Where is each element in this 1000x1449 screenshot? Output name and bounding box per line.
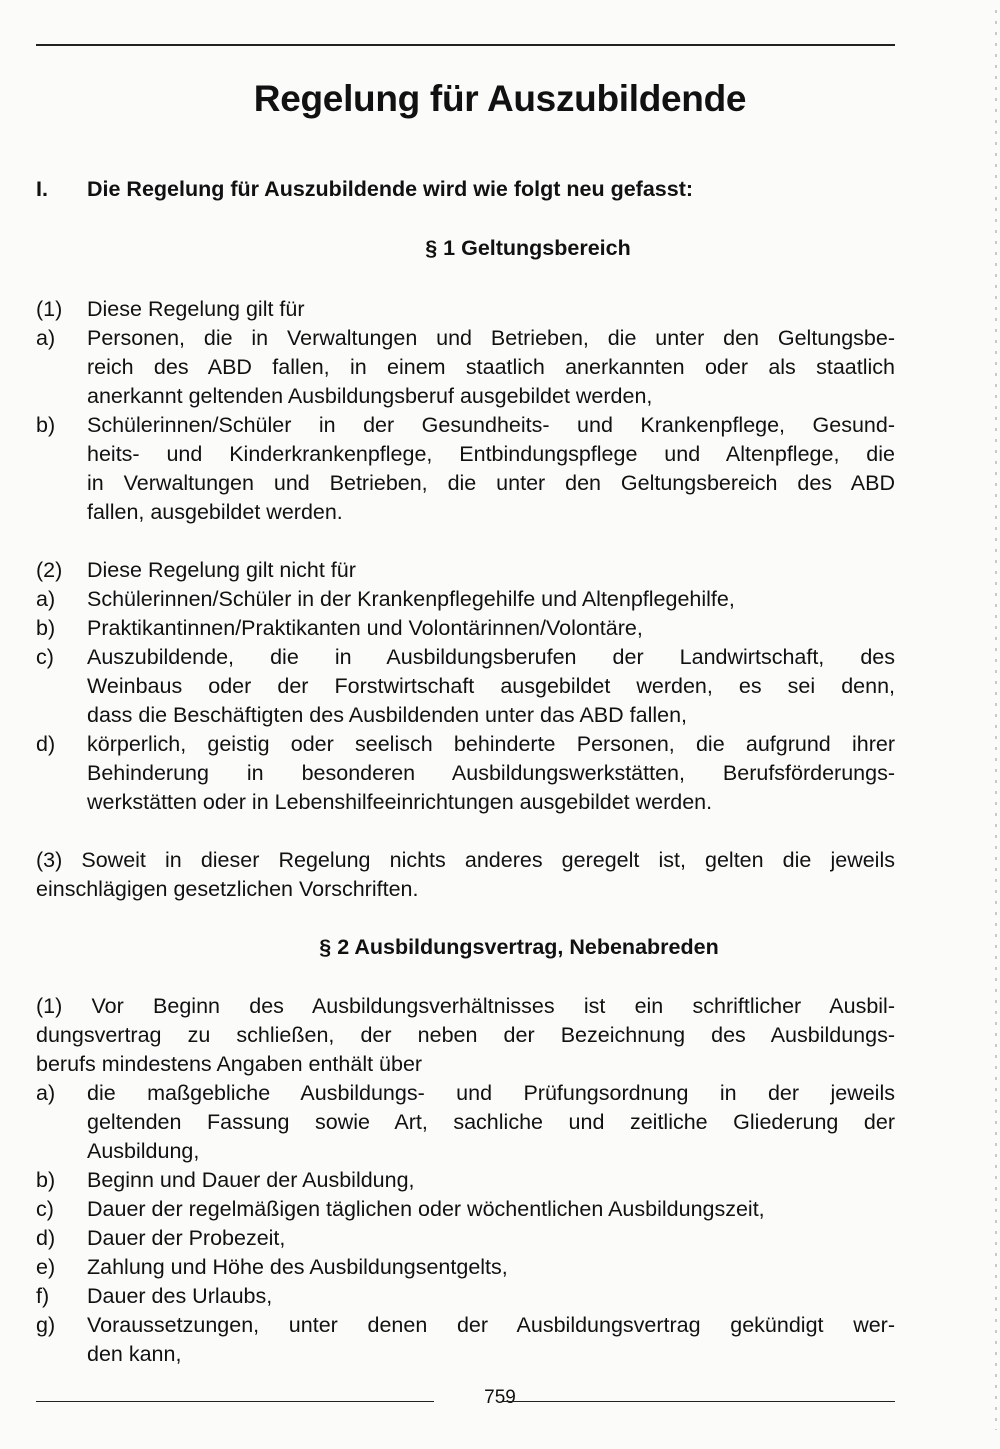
- s1-p3-line: (3) Soweit in dieser Regelung nichts anderes geregelt ist, gelten die jeweils: [36, 848, 895, 872]
- intro-text: Die Regelung für Auszubildende wird wie folgt neu gefasst:: [87, 177, 694, 201]
- s2-g-line: den kann,: [87, 1342, 182, 1366]
- page-number: 759: [484, 1387, 516, 1408]
- s1-p2-d-line: Behinderung in besonderen Ausbildungswerkstätten, Berufsförderungs-: [87, 761, 895, 785]
- section-2-heading: § 2 Ausbildungsvertrag, Nebenabreden: [319, 935, 719, 959]
- s2-e-label: e): [36, 1255, 56, 1279]
- s2-a-line: geltenden Fassung sowie Art, sachliche und zeitliche Gliederung der: [87, 1110, 895, 1134]
- page-title: Regelung für Auszubildende: [253, 78, 747, 119]
- s1-p2-d-line: werkstätten oder in Lebenshilfeeinrichtungen ausgebildet werden.: [87, 790, 713, 814]
- s1-p1-a-label: a): [36, 326, 56, 350]
- s1-p2-d-line: körperlich, geistig oder seelisch behinderte Personen, die aufgrund ihrer: [87, 732, 895, 756]
- s1-p1-number: (1): [36, 297, 63, 321]
- s1-p2-b-line: Praktikantinnen/Praktikanten und Volontärinnen/Volontäre,: [87, 616, 643, 640]
- s2-c-line: Dauer der regelmäßigen täglichen oder wöchentlichen Ausbildungszeit,: [87, 1197, 765, 1221]
- s1-p1-a-line: Personen, die in Verwaltungen und Betrieben, die unter den Geltungsbe-: [87, 326, 895, 350]
- s1-p1-lead: Diese Regelung gilt für: [87, 297, 305, 321]
- s1-p2-c-label: c): [36, 645, 54, 669]
- s1-p1-a-line: reich des ABD fallen, in einem staatlich anerkannten oder als staatlich: [87, 355, 895, 379]
- s1-p3-line: einschlägigen gesetzlichen Vorschriften.: [36, 877, 419, 901]
- intro-number: I.: [36, 177, 48, 201]
- s2-p1-line: dungsvertrag zu schließen, der neben der Bezeichnung des Ausbildungs-: [36, 1023, 895, 1047]
- s1-p1-b-line: in Verwaltungen und Betrieben, die unter den Geltungsbereich des ABD: [87, 471, 895, 495]
- s1-p2-number: (2): [36, 558, 63, 582]
- s1-p2-c-line: Weinbaus oder der Forstwirtschaft ausgebildet werden, es sei denn,: [87, 674, 895, 698]
- section-1-heading: § 1 Geltungsbereich: [425, 236, 631, 260]
- s1-p2-a-label: a): [36, 587, 56, 611]
- s2-p1-line: berufs mindestens Angaben enthält über: [36, 1052, 423, 1076]
- s2-a-line: Ausbildung,: [87, 1139, 200, 1163]
- s2-g-line: Voraussetzungen, unter denen der Ausbildungsvertrag gekündigt wer-: [87, 1313, 895, 1337]
- s2-b-label: b): [36, 1168, 56, 1192]
- s2-a-label: a): [36, 1081, 56, 1105]
- s2-c-label: c): [36, 1197, 54, 1221]
- top-rule: [36, 44, 895, 46]
- s1-p1-b-label: b): [36, 413, 56, 437]
- s1-p1-b-line: heits- und Kinderkrankenpflege, Entbindungspflege und Altenpflege, die: [87, 442, 895, 466]
- s1-p2-lead: Diese Regelung gilt nicht für: [87, 558, 356, 582]
- s2-f-label: f): [36, 1284, 50, 1308]
- s1-p2-d-label: d): [36, 732, 56, 756]
- s1-p2-c-line: Auszubildende, die in Ausbildungsberufen der Landwirtschaft, des: [87, 645, 895, 669]
- s2-p1-line: (1) Vor Beginn des Ausbildungsverhältnisses ist ein schriftlicher Ausbil-: [36, 994, 895, 1018]
- s2-f-line: Dauer des Urlaubs,: [87, 1284, 273, 1308]
- s1-p2-b-label: b): [36, 616, 56, 640]
- scan-edge-marks: [995, 10, 997, 1430]
- s2-d-label: d): [36, 1226, 56, 1250]
- s1-p1-a-line: anerkannt geltenden Ausbildungsberuf ausgebildet werden,: [87, 384, 653, 408]
- s1-p1-b-line: fallen, ausgebildet werden.: [87, 500, 343, 524]
- s2-d-line: Dauer der Probezeit,: [87, 1226, 286, 1250]
- s2-a-line: die maßgebliche Ausbildungs- und Prüfungsordnung in der jeweils: [87, 1081, 895, 1105]
- s2-g-label: g): [36, 1313, 56, 1337]
- s1-p1-b-line: Schülerinnen/Schüler in der Gesundheits- und Krankenpflege, Gesund-: [87, 413, 895, 437]
- s2-e-line: Zahlung und Höhe des Ausbildungsentgelts,: [87, 1255, 508, 1279]
- s1-p2-a-line: Schülerinnen/Schüler in der Krankenpflegehilfe und Altenpflegehilfe,: [87, 587, 735, 611]
- footer-rule-right: [503, 1401, 895, 1402]
- s2-b-line: Beginn und Dauer der Ausbildung,: [87, 1168, 415, 1192]
- s1-p2-c-line: dass die Beschäftigten des Ausbildenden unter das ABD fallen,: [87, 703, 688, 727]
